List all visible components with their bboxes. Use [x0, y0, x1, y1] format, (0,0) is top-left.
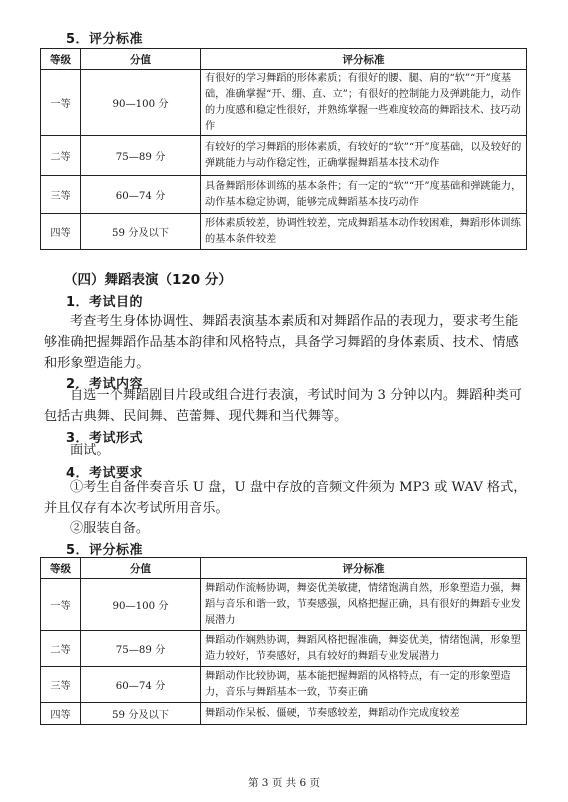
table-header-row [41, 558, 527, 579]
scoring-heading-bottom: 5．评分标准 [66, 543, 144, 558]
row-score: 60—74 分 [81, 667, 201, 703]
row-criteria: 舞蹈动作娴熟协调，舞蹈风格把握准确，舞姿优美，情绪饱满，形象塑造力较好，节奏感好，具有较好的舞蹈专业发展潜力 [201, 631, 527, 667]
row-criteria: 有很好的学习舞蹈的形体素质；有很好的腰、腿、肩的“软”“开”度基础，准确掌握“开、绷、直、立”；有很好的控制能力及弹跳能力，动作的力度感和稳定性很好，并熟练掌握一些难度较高的舞蹈技术、技巧动作 [201, 70, 527, 136]
row-criteria: 舞蹈动作比较协调，基本能把握舞蹈的风格特点，有一定的形象塑造力，音乐与舞蹈基本一致，节奏正确 [201, 667, 527, 703]
row-level: 二等 [41, 136, 81, 176]
row-criteria: 有较好的学习舞蹈的形体素质，有较好的“软”“开”度基础，以及较好的弹跳能力与动作稳定性，正确掌握舞蹈基本技术动作 [201, 136, 527, 176]
row-score: 59 分及以下 [81, 214, 201, 250]
table-row [41, 631, 527, 667]
row-level: 四等 [41, 214, 81, 250]
row-criteria: 舞蹈动作流畅协调，舞姿优美敏捷，情绪饱满自然，形象塑造力强，舞蹈与音乐和谐一致，节奏感强，风格把握正确，具有很好的舞蹈专业发展潜力 [201, 579, 527, 631]
exam-purpose-heading: 1．考试目的 [66, 295, 144, 310]
table-header-row [41, 49, 527, 70]
row-criteria: 具备舞蹈形体训练的基本条件；有一定的“软”“开”度基础和弹跳能力，动作基本稳定协调，能够完成舞蹈基本技巧动作 [201, 176, 527, 214]
scoring-table-top [40, 48, 527, 250]
row-score: 90—100 分 [81, 579, 201, 631]
header-score: 分值 [81, 49, 201, 70]
row-level: 一等 [41, 70, 81, 136]
header-level: 等级 [41, 558, 81, 579]
exam-content-heading: 2．考试内容 [66, 377, 144, 392]
row-score: 90—100 分 [81, 70, 201, 136]
table-row [41, 136, 527, 176]
row-level: 二等 [41, 631, 81, 667]
row-score: 59 分及以下 [81, 703, 201, 725]
section-title-dance-performance: （四）舞蹈表演（120 分） [64, 272, 232, 288]
paragraph-text: 自选一个舞蹈剧目片段或组合进行表演，考试时间为 3 分钟以内。舞蹈种类可包括古典舞、民间舞、芭蕾舞、现代舞和当代舞等。 [44, 388, 522, 424]
row-level: 四等 [41, 703, 81, 725]
paragraph-text: ②服装自备。 [70, 521, 150, 536]
row-score: 60—74 分 [81, 176, 201, 214]
header-level: 等级 [41, 49, 81, 70]
paragraph-text: 考查考生身体协调性、舞蹈表演基本素质和对舞蹈作品的表现力，要求考生能够准确把握舞蹈作品基本韵律和风格特点，具备学习舞蹈的身体素质、技术、情感和形象塑造能力。 [44, 314, 519, 371]
exam-format-paragraph [44, 440, 528, 461]
exam-requirements-paragraph [44, 477, 528, 519]
table-row [41, 579, 527, 631]
table-row [41, 214, 527, 250]
exam-purpose-paragraph [44, 311, 528, 374]
exam-requirements-costume [44, 518, 528, 539]
row-level: 三等 [41, 667, 81, 703]
row-criteria: 形体素质较差，协调性较差，完成舞蹈基本动作较困难，舞蹈形体训练的基本条件较差 [201, 214, 527, 250]
header-criteria: 评分标准 [201, 49, 527, 70]
row-score: 75—89 分 [81, 631, 201, 667]
table-row [41, 703, 527, 725]
paragraph-text: ①考生自备伴奏音乐 U 盘，U 盘中存放的音频文件须为 MP3 或 WAV 格式，并且仅存有本次考试所用音乐。 [44, 480, 527, 516]
scoring-heading-top: 5．评分标准 [66, 32, 144, 47]
row-level: 一等 [41, 579, 81, 631]
table-row [41, 667, 527, 703]
exam-format-heading: 3．考试形式 [66, 431, 144, 446]
scoring-table-bottom [40, 557, 527, 725]
exam-requirements-heading: 4．考试要求 [66, 466, 144, 481]
header-score: 分值 [81, 558, 201, 579]
paragraph-text: 面试。 [70, 443, 110, 458]
table-row [41, 70, 527, 136]
header-criteria: 评分标准 [201, 558, 527, 579]
row-criteria: 舞蹈动作呆板、僵硬，节奏感较差，舞蹈动作完成度较差 [201, 703, 527, 725]
row-score: 75—89 分 [81, 136, 201, 176]
table-row [41, 176, 527, 214]
page-number-footer: 第 3 页 共 6 页 [247, 777, 321, 789]
row-level: 三等 [41, 176, 81, 214]
exam-content-paragraph [44, 385, 528, 427]
